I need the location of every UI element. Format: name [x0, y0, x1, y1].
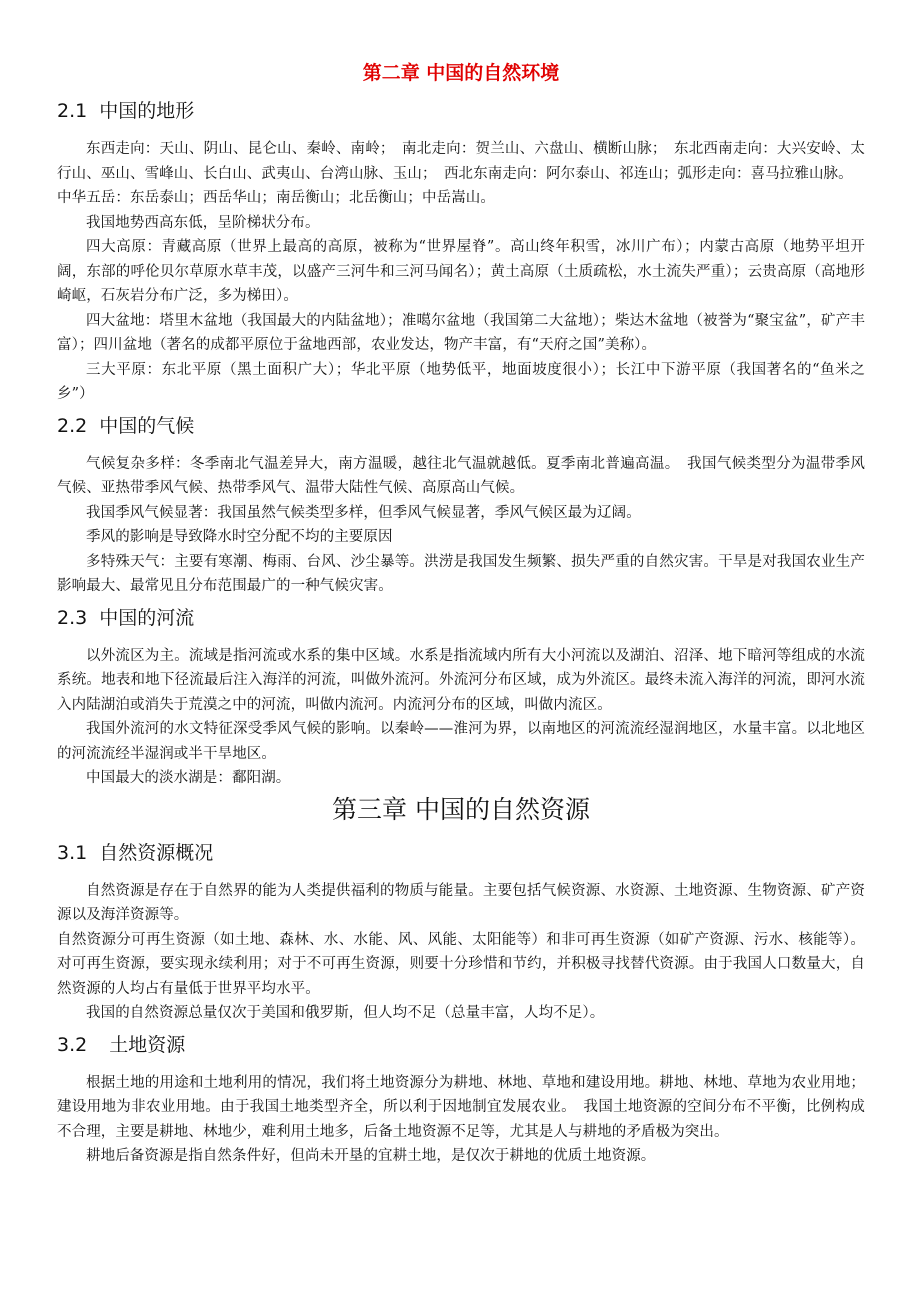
paragraph-mountain-directions: 东西走向：天山、阴山、昆仑山、秦岭、南岭； 南北走向：贺兰山、六盘山、横断山脉； 东北西南走向：大兴安岭、太行山、巫山、雪峰山、长白山、武夷山、台湾山脉、玉山； 西北东南走向：阿尔泰山、祁连山；弧形走向：喜马拉雅山脉。: [57, 141, 865, 182]
paragraph-river-hydrology: 我国外流河的水文特征深受季风气候的影响。以秦岭——淮河为界，以南地区的河流流经湿润地区，水量丰富。以北地区的河流流经半湿润或半干旱地区。: [57, 721, 865, 762]
section-title: 中国的河流: [99, 606, 195, 629]
chapter-2-title: 第二章 中国的自然环境: [362, 62, 560, 84]
section-number: 2.1: [57, 100, 88, 122]
paragraph-reserve-land: 耕地后备资源是指自然条件好，但尚未开垦的宜耕土地，是仅次于耕地的优质土地资源。: [86, 1148, 656, 1164]
paragraph-five-mountains: 中华五岳：东岳泰山；西岳华山；南岳衡山；北岳衡山；中岳嵩山。: [57, 190, 495, 206]
section-2-1-body: [57, 137, 865, 407]
paragraph-climate-diverse: 气候复杂多样：冬季南北气温差异大，南方温暖，越往北气温就越低。夏季南北普遍高温。 我国气候类型分为温带季风气候、亚热带季风气候、热带季风气、温带大陆性气候、高原高山气候。: [57, 455, 865, 496]
section-number: 3.2: [57, 1033, 88, 1056]
section-2-2-body: [57, 452, 865, 599]
paragraph-resource-definition: 自然资源是存在于自然界的能为人类提供福利的物质与能量。主要包括气候资源、水资源、土地资源、生物资源、矿产资源以及海洋资源等。: [57, 882, 865, 923]
section-number: 2.2: [57, 414, 88, 437]
paragraph-terrain-trend: 我国地势西高东低，呈阶梯状分布。: [86, 214, 320, 231]
section-number: 2.3: [57, 606, 88, 629]
chapter-3-title: 第三章 中国的自然资源: [332, 794, 590, 824]
paragraph-renewable-resources: 自然资源分可再生资源（如土地、森林、水、水能、风、风能、太阳能等）和非可再生资源（如矿产资源、污水、核能等）。对可再生资源，要实现永续利用；对于不可再生资源，则要十分珍惜和节约，并积极寻找替代资源。由于我国人口数量大，自然资源的人均占有量低于世界平均水平。: [57, 931, 865, 997]
section-title: 中国的地形: [99, 100, 195, 122]
section-2-1-heading: [57, 97, 865, 125]
section-3-2-heading: [57, 1031, 865, 1059]
paragraph-monsoon-notable: 我国季风气候显著：我国虽然气候类型多样，但季风气候显著，季风气候区最为辽阔。: [86, 504, 641, 521]
paragraph-resource-total: 我国的自然资源总量仅次于美国和俄罗斯，但人均不足（总量丰富，人均不足）。: [86, 1005, 605, 1021]
section-3-1-heading: [57, 839, 865, 867]
section-title: 土地资源: [109, 1033, 186, 1056]
section-2-3-body: [57, 644, 865, 791]
section-title: 自然资源概况: [99, 841, 214, 864]
section-3-1-body: [57, 879, 865, 1026]
paragraph-three-plains: 三大平原：东北平原（黑土面积广大）；华北平原（地势低平，地面坡度很小）；长江中下游平原（我国著名的“鱼米之乡”）: [57, 361, 865, 402]
paragraph-monsoon-effect: 季风的影响是导致降水时空分配不均的主要原因: [86, 529, 393, 545]
paragraph-largest-lake: 中国最大的淡水湖是：鄱阳湖。: [86, 770, 291, 786]
paragraph-four-basins: 四大盆地：塔里木盆地（我国最大的内陆盆地）；准噶尔盆地（我国第二大盆地）；柴达木盆地（被誉为“聚宝盆”，矿产丰富）；四川盆地（著名的成都平原位于盆地西部，农业发达，物产丰富，有“天府之国”美称）。: [57, 312, 865, 353]
document-page: [57, 55, 865, 1169]
section-2-2-heading: [57, 412, 865, 440]
section-number: 3.1: [57, 841, 88, 864]
paragraph-special-weather: 多特殊天气：主要有寒潮、梅雨、台风、沙尘暴等。洪涝是我国发生频繁、损失严重的自然灾害。干旱是对我国农业生产影响最大、最常见且分布范围最广的一种气候灾害。: [57, 553, 865, 594]
paragraph-four-plateaus: 四大高原：青藏高原（世界上最高的高原，被称为“世界屋脊”。高山终年积雪，冰川广布）；内蒙古高原（地势平坦开阔，东部的呼伦贝尔草原水草丰茂，以盛产三河牛和三河马闻名）；黄土高原（土质疏松，水土流失严重）；云贵高原（高地形崎岖，石灰岩分布广泛，多为梯田）。: [57, 239, 865, 304]
paragraph-drainage-areas: 以外流区为主。流域是指河流或水系的集中区域。水系是指流域内所有大小河流以及湖泊、沼泽、地下暗河等组成的水流系统。地表和地下径流最后注入海洋的河流，叫做外流河。外流河分布区域，成为外流区。最终未流入海洋的河流，即河水流入内陆湖泊或消失于荒漠之中的河流，叫做内流河。内流河分布的区域，叫做内流区。: [57, 647, 865, 713]
section-3-2-body: [57, 1071, 865, 1169]
section-title: 中国的气候: [99, 414, 195, 437]
paragraph-land-classification: 根据土地的用途和土地利用的情况，我们将土地资源分为耕地、林地、草地和建设用地。耕地、林地、草地为农业用地；建设用地为非农业用地。由于我国土地类型齐全，所以利于因地制宜发展农业。 我国土地资源的空间分布不平衡，比例构成不合理，主要是耕地、林地少，难利用土地多，后备土地资源不足等，尤其是人与耕地的矛盾极为突出。: [57, 1074, 865, 1140]
section-2-3-heading: [57, 604, 865, 632]
